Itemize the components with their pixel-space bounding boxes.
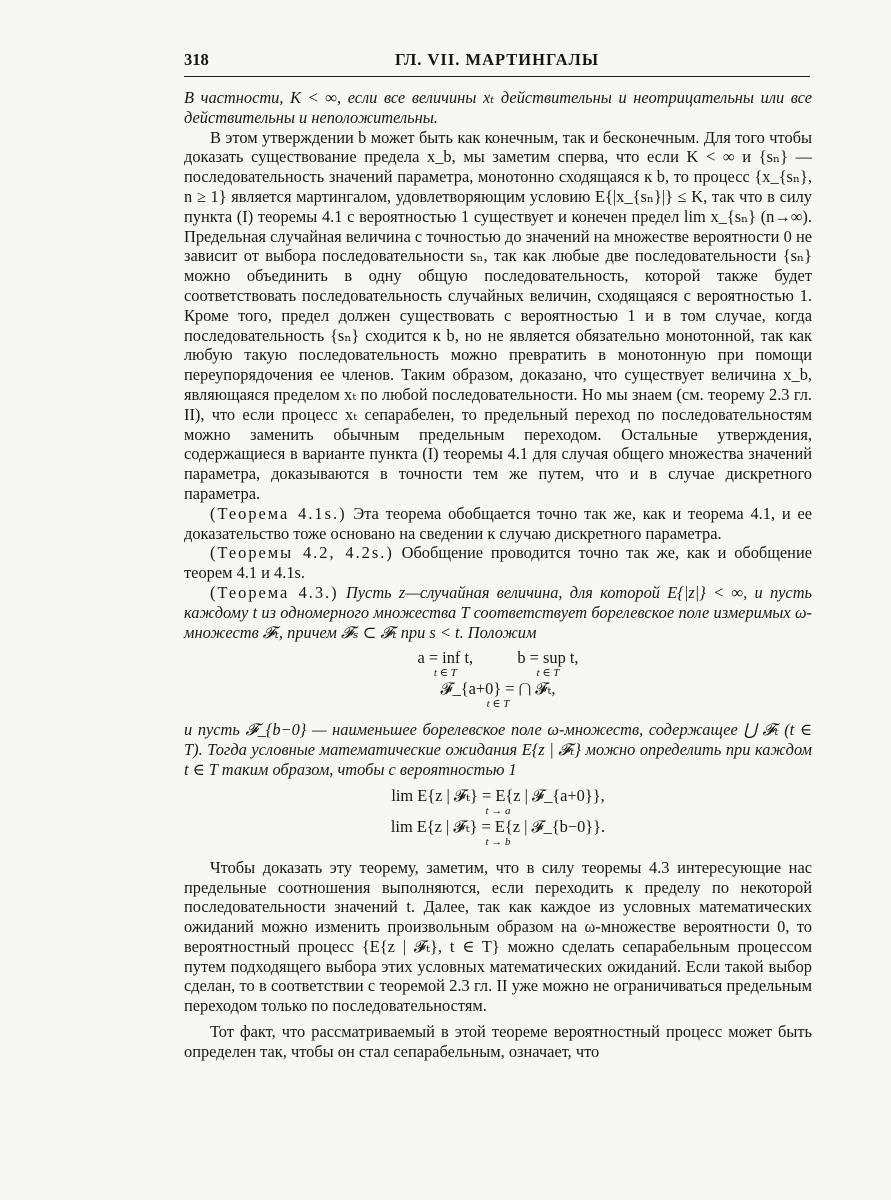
paragraph-proof-limit: В этом утверждении b может быть как конечным, так и бесконечным. Для того чтобы доказать существование предела x_b, мы заметим сперва, что если K < ∞ и {sₙ} — последовательность значений параметра, монотонно сходящаяся к b, то процесс {x_{sₙ}, n ≥ 1} является мартингалом, удовлетворяющим условию E{|x_{sₙ}|} ≤ K, так что в силу пункта (I) теоремы 4.1 с вероятностью 1 существует и конечен предел lim x_{sₙ} (n→∞). Предельная случайная величина с точностью до значений на множестве вероятности 0 не зависит от выбора последовательности sₙ, так как любые две последовательности {sₙ} можно объединить в одну общую последовательность, которой также будет соответствовать последовательность случайных величин, сходящаяся с вероятностью 1. Кроме того, предел должен существовать с вероятностью 1 и в том случае, когда последовательность {sₙ} сходится к b, но не является обязательно монотонной, так как любую такую последовательность можно превратить в монотонную при помощи переупорядочения ее членов. Таким образом, доказано, что существует величина x_b, являющаяся пределом xₜ по любой последовательности. Но мы знаем (см. теорему 2.3 гл. II), что если процесс xₜ сепарабелен, то предельный переход по последовательностям можно заменить обычным предельным переходом. Остальные утверждения, содержащиеся в варианте пункта (I) теоремы 4.1 для случая общего множества значений параметра, доказываются в точности тем же путем, что и в случае дискретного параметра.	[184, 127, 812, 503]
page-body	[184, 88, 812, 1062]
page-number: 318	[184, 50, 209, 69]
running-header	[184, 50, 810, 77]
theorem-43-text: Пусть z—случайная величина, для которой E{|z|} < ∞, и пусть каждому t из одномерного множества T соответствует борелевское поле измеримых ω-множеств 𝓕ₜ, причем 𝓕ₛ ⊂ 𝓕ₜ при s < t. Положим	[184, 582, 812, 642]
paragraph-theorem-42	[184, 543, 812, 583]
paragraph-theorem-43-cont: и пусть 𝓕_{b−0} — наименьшее борелевское поле ω-множеств, содержащее ⋃ 𝓕ₜ (t ∈ T). Тогда условные математические ожидания E{z | 𝓕ₜ} можно определить при каждом t ∈ T таким образом, чтобы с вероятностью 1	[184, 720, 812, 779]
formula-limit-a: lim E{z | 𝓕ₜ} = E{z | 𝓕_{a+0}}, t → a	[391, 785, 605, 817]
formula-inf-sup	[184, 648, 812, 679]
chapter-title: ГЛ. VII. МАРТИНГАЛЫ	[394, 50, 600, 69]
theorem-42-text: Обобщение проводится точно так же, как и обобщение теорем 4.1 и 4.1s.	[184, 543, 812, 583]
paragraph-theorem-41s	[184, 504, 812, 544]
paragraph-theorem-tail: В частности, K < ∞, если все величины xₜ действительны и неотрицательны или все действительны и неположительны.	[184, 88, 812, 127]
paragraph-proof-43: Чтобы доказать эту теорему, заметим, что в силу теоремы 4.3 интересующие нас предельные соотношения выполняются, если переходить к пределу по некоторой последовательности значений t. Далее, так как каждое из условных математических ожиданий можно изменить произвольным образом на ω-множестве вероятности 0, то вероятностный процесс {E{z | 𝓕ₜ}, t ∈ T} можно сделать сепарабельным процессом путем подходящего выбора этих условных математических ожиданий. Если такой выбор сделан, то в соответствии с теоремой 2.3 гл. II уже можно не ограничиваться предельным переходом только по последовательностям.	[184, 857, 812, 1016]
theorem-label-41s: (Теорема 4.1s.)	[210, 503, 347, 523]
paragraph-theorem-43	[184, 583, 812, 642]
formula-sup: b = sup t, t ∈ T	[517, 648, 579, 680]
formula-field-intersection: 𝓕_{a+0} = ⋂ 𝓕ₜ, t ∈ T	[440, 679, 556, 711]
theorem-label-42: (Теоремы 4.2, 4.2s.)	[210, 543, 394, 563]
formula-inf: a = inf t, t ∈ T	[417, 648, 474, 680]
paragraph-final: Тот факт, что рассматриваемый в этой теореме вероятностный процесс может быть определен так, чтобы он стал сепарабельным, означает, что	[184, 1022, 812, 1061]
theorem-label-43: (Теорема 4.3.)	[210, 582, 339, 602]
formula-limit-b: lim E{z | 𝓕ₜ} = E{z | 𝓕_{b−0}}. t → b	[390, 816, 606, 848]
theorem-41s-text: Эта теорема обобщается точно так же, как и теорема 4.1, и ее доказательство тоже основано на сведении к случаю дискретного параметра.	[184, 503, 813, 543]
